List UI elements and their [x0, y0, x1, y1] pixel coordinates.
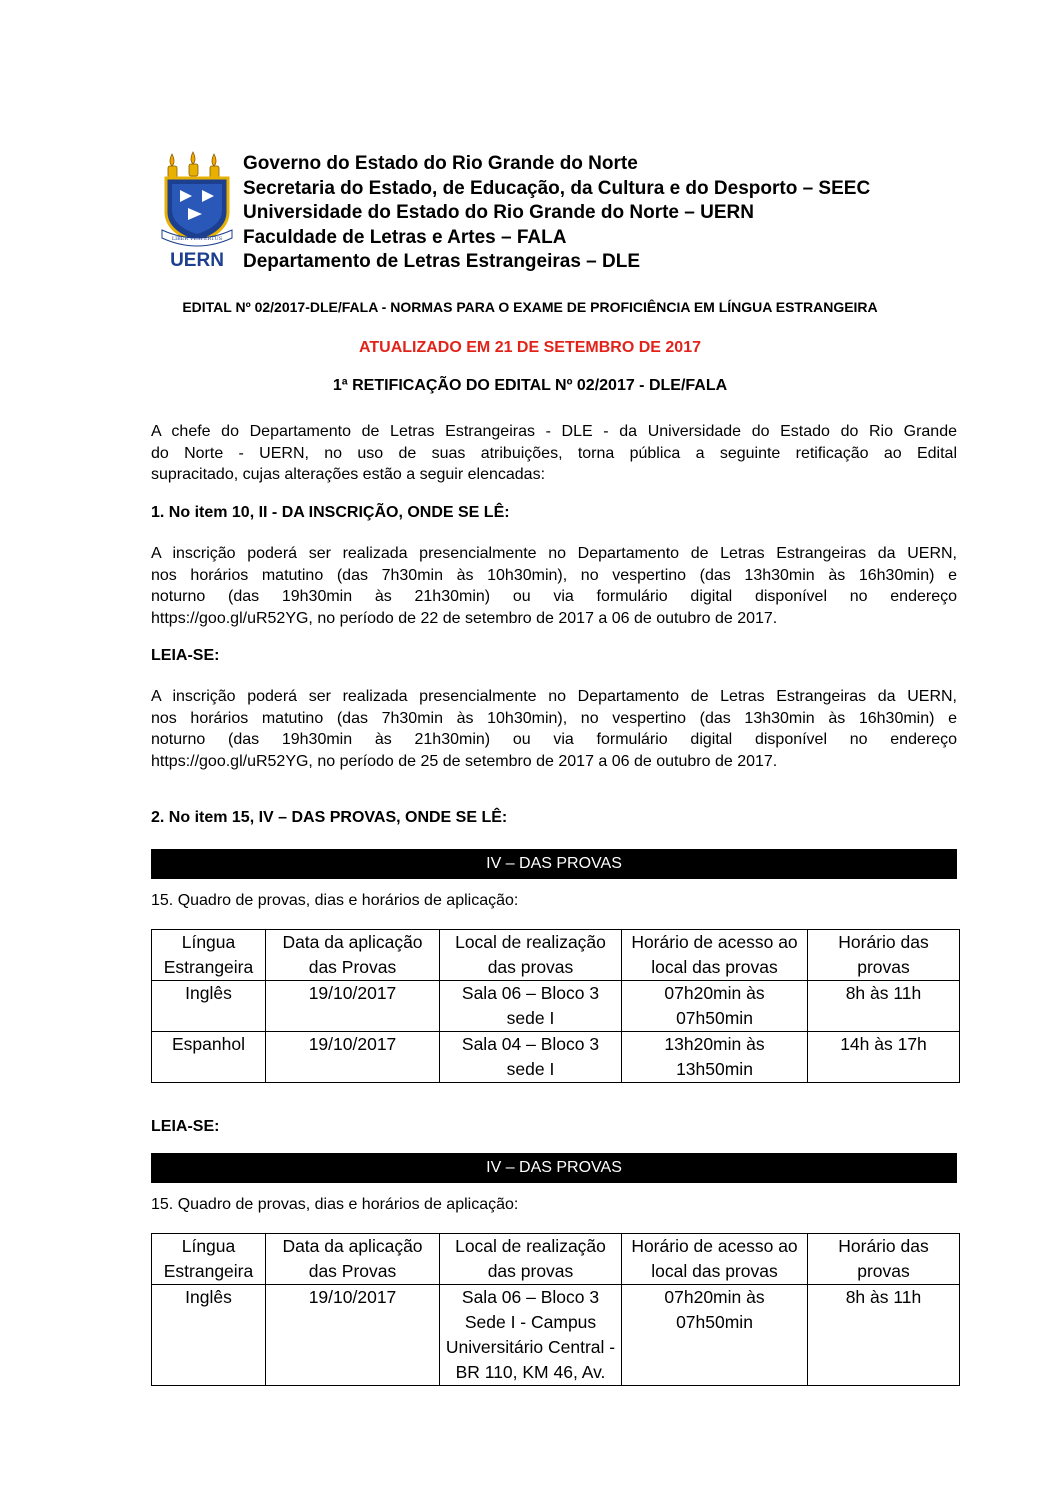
header-line-secretariat: Secretaria do Estado, de Educação, da Cultura e do Desporto – SEEC [243, 177, 871, 199]
header-line-government: Governo do Estado do Rio Grande do Norte [243, 153, 638, 174]
table-header-row [152, 930, 960, 981]
table-cell: 14h às 17h [808, 1032, 960, 1083]
table-caption: 15. Quadro de provas, dias e horários de aplicação: [151, 892, 519, 909]
paragraph-line: noturno (das 19h30min às 21h30min) ou via formulário digital disponível no endereço [151, 588, 957, 606]
table-row [152, 1032, 960, 1083]
intro-line: do Norte - UERN, no uso de suas atribuições, torna pública a seguinte retificação ao Edital [151, 444, 957, 462]
table-row [152, 1285, 960, 1386]
schedule-table-original [151, 929, 960, 1083]
header-line-department: Departamento de Letras Estrangeiras – DLE [243, 251, 641, 273]
table-header-row [152, 1234, 960, 1285]
table-cell: 19/10/2017 [266, 1032, 440, 1083]
header-line-university: Universidade do Estado do Rio Grande do Norte – UERN [243, 202, 754, 224]
table-cell: Espanhol [152, 1032, 266, 1083]
table-cell: Sala 04 – Bloco 3 sede I [440, 1032, 622, 1083]
table-cell: 13h20min às 13h50min [622, 1032, 808, 1083]
table-cell: 19/10/2017 [266, 1285, 440, 1386]
schedule-table-new [151, 1233, 960, 1386]
column-header: Horário de acesso ao local das provas [622, 930, 808, 981]
section-band-provas: IV – DAS PROVAS [151, 1153, 957, 1183]
column-header: Horário das provas [808, 1234, 960, 1285]
paragraph-line: https://goo.gl/uR52YG, no período de 22 de setembro de 2017 a 06 de outubro de 2017. [151, 609, 778, 627]
column-header: Horário de acesso ao local das provas [622, 1234, 808, 1285]
item2-leia-se: LEIA-SE: [151, 1118, 220, 1135]
item1-leia-se: LEIA-SE: [151, 647, 220, 664]
table-cell: 07h20min às 07h50min [622, 1285, 808, 1386]
item2-heading: 2. No item 15, IV – DAS PROVAS, ONDE SE LÊ: [151, 809, 508, 826]
column-header: Horário das provas [808, 930, 960, 981]
table-cell: 8h às 11h [808, 981, 960, 1032]
column-header: Local de realização das provas [440, 930, 622, 981]
retification-title: 1ª RETIFICAÇÃO DO EDITAL Nº 02/2017 - DLE/FALA [332, 377, 728, 394]
paragraph-line: noturno (das 19h30min às 21h30min) ou via formulário digital disponível no endereço [151, 731, 957, 749]
logo-motto: LIBER VESPERTUS [171, 236, 223, 242]
item1-new-paragraph [151, 686, 957, 772]
column-header: Data da aplicação das Provas [266, 930, 440, 981]
paragraph-line: https://goo.gl/uR52YG, no período de 25 de setembro de 2017 a 06 de outubro de 2017. [151, 752, 778, 770]
section-band-provas: IV – DAS PROVAS [151, 849, 957, 879]
table-cell: Inglês [152, 1285, 266, 1386]
column-header: Local de realização das provas [440, 1234, 622, 1285]
item1-heading: 1. No item 10, II - DA INSCRIÇÃO, ONDE SE LÊ: [151, 504, 510, 521]
paragraph-line: A inscrição poderá ser realizada presencialmente no Departamento de Letras Estrangeiras da UERN, [151, 688, 957, 705]
column-header: Língua Estrangeira [152, 1234, 266, 1285]
table-cell: 07h20min às 07h50min [622, 981, 808, 1032]
paragraph-line: A inscrição poderá ser realizada presencialmente no Departamento de Letras Estrangeiras da UERN, [151, 545, 957, 562]
table-caption: 15. Quadro de provas, dias e horários de aplicação: [151, 1196, 519, 1213]
intro-line: supracitado, cujas alterações estão a seguir elencadas: [151, 466, 546, 484]
column-header: Data da aplicação das Provas [266, 1234, 440, 1285]
intro-line: A chefe do Departamento de Letras Estrangeiras - DLE - da Universidade do Estado do Rio Grande [151, 423, 957, 440]
edital-title: EDITAL Nº 02/2017-DLE/FALA - NORMAS PARA O EXAME DE PROFICIÊNCIA EM LÍNGUA ESTRANGEIRA [182, 299, 878, 315]
paragraph-line: nos horários matutino (das 7h30min às 10h30min), no vespertino (das 13h30min às 16h30min) e [151, 566, 957, 584]
uern-crest-logo [158, 150, 236, 270]
item1-original-paragraph [151, 543, 957, 629]
paragraph-line: nos horários matutino (das 7h30min às 10h30min), no vespertino (das 13h30min às 16h30min) e [151, 709, 957, 727]
table-cell: 8h às 11h [808, 1285, 960, 1386]
intro-paragraph [151, 421, 957, 486]
updated-note: ATUALIZADO EM 21 DE SETEMBRO DE 2017 [359, 339, 701, 356]
table-cell: Inglês [152, 981, 266, 1032]
letterhead [158, 150, 978, 273]
table-cell: Sala 06 – Bloco 3 Sede I - Campus Universitário Central - BR 110, KM 46, Av. [440, 1285, 622, 1386]
table-cell: Sala 06 – Bloco 3 sede I [440, 981, 622, 1032]
logo-text: UERN [170, 250, 224, 270]
column-header: Língua Estrangeira [152, 930, 266, 981]
table-row [152, 981, 960, 1032]
header-line-faculty: Faculdade de Letras e Artes – FALA [243, 226, 567, 248]
table-cell: 19/10/2017 [266, 981, 440, 1032]
institution-lines [243, 152, 870, 275]
